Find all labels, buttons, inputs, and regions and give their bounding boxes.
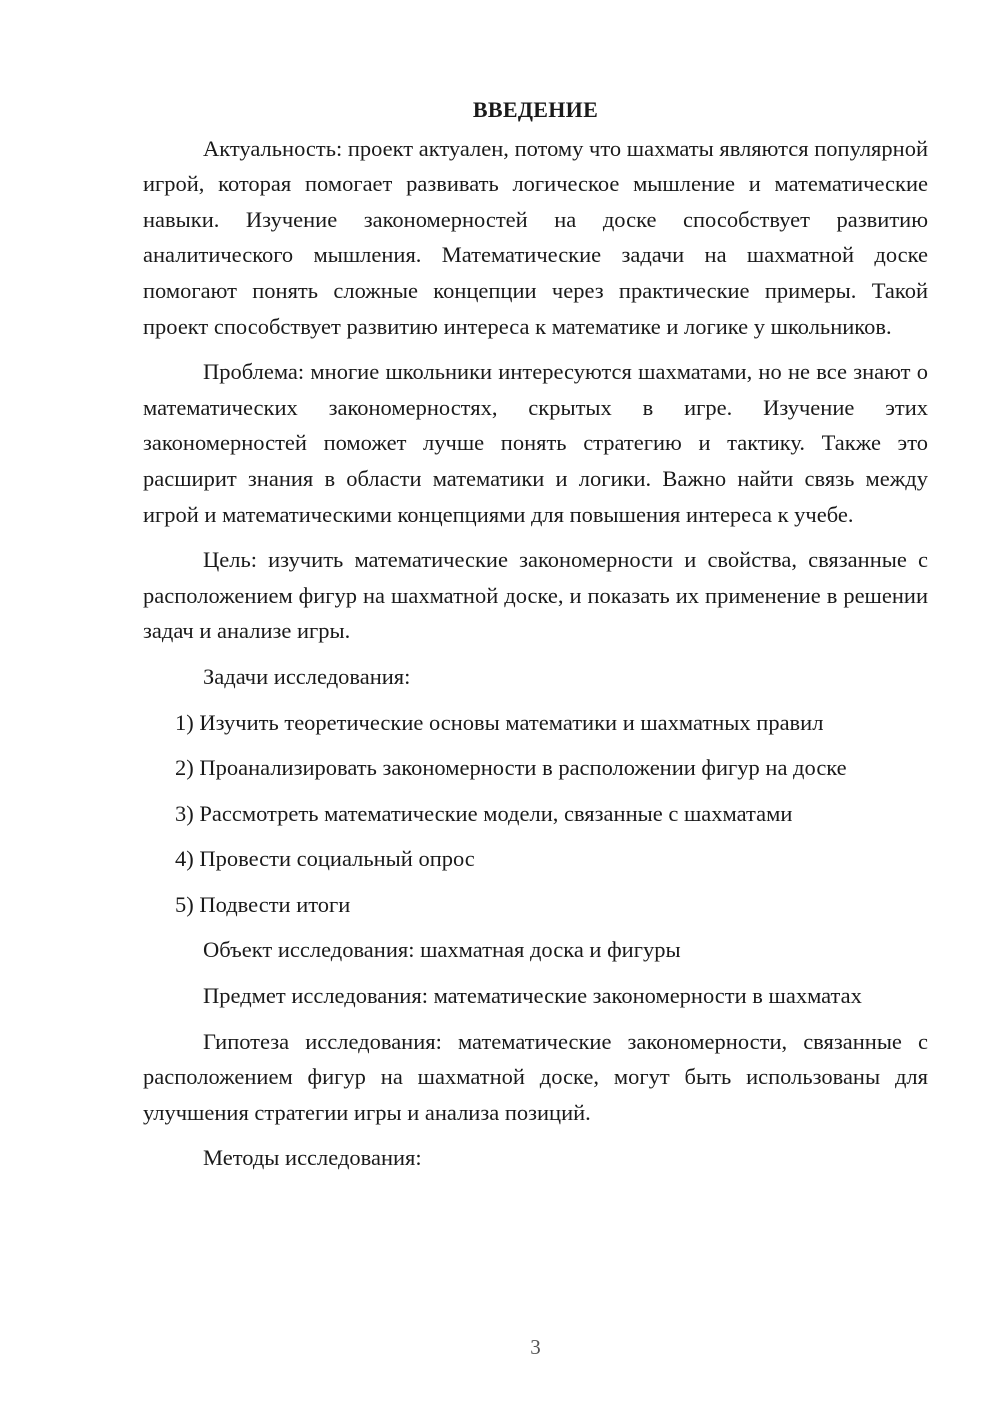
relevance-paragraph: Актуальность: проект актуален, потому что шахматы являются популярной игрой, которая помогает развивать логическое мышление и математические навыки. Изучение закономерностей на доске способствует развитию аналитического мышления. Математические задачи на шахматной доске помогают понять сложные концепции через практические примеры. Такой проект способствует развитию интереса к математике и логике у школьников.	[143, 135, 928, 339]
goal-paragraph: Цель: изучить математические закономерности и свойства, связанные с расположением фигур на шахматной доске, и показать их применение в решении задач и анализе игры.	[143, 547, 928, 644]
tasks-heading: Задачи исследования:	[203, 663, 411, 689]
list-item: 5) Подвести итоги	[175, 891, 351, 917]
methods-heading: Методы исследования:	[203, 1145, 422, 1171]
subject-paragraph: Предмет исследования: математические закономерности в шахматах	[203, 983, 862, 1009]
page-title: ВВЕДЕНИЕ	[472, 97, 599, 122]
problem-paragraph: Проблема: многие школьники интересуются шахматами, но не все знают о математических закономерностях, скрытых в игре. Изучение этих закономерностей поможет лучше понять стратегию и тактику. Также это расширит знания в области математики и логики. Важно найти связь между игрой и математическими концепциями для повышения интереса к учебе.	[143, 359, 928, 527]
page-number: 3	[530, 1335, 541, 1359]
tasks-list	[143, 705, 928, 923]
list-item: 1) Изучить теоретические основы математики и шахматных правил	[175, 709, 824, 735]
object-paragraph: Объект исследования: шахматная доска и фигуры	[203, 937, 681, 963]
list-item: 2) Проанализировать закономерности в расположении фигур на доске	[175, 755, 847, 781]
document-page	[143, 92, 928, 1186]
hypothesis-paragraph: Гипотеза исследования: математические закономерности, связанные с расположением фигур на шахматной доске, могут быть использованы для улучшения стратегии игры и анализа позиций.	[143, 1028, 928, 1125]
list-item: 3) Рассмотреть математические модели, связанные с шахматами	[175, 800, 793, 826]
list-item: 4) Провести социальный опрос	[175, 846, 475, 872]
